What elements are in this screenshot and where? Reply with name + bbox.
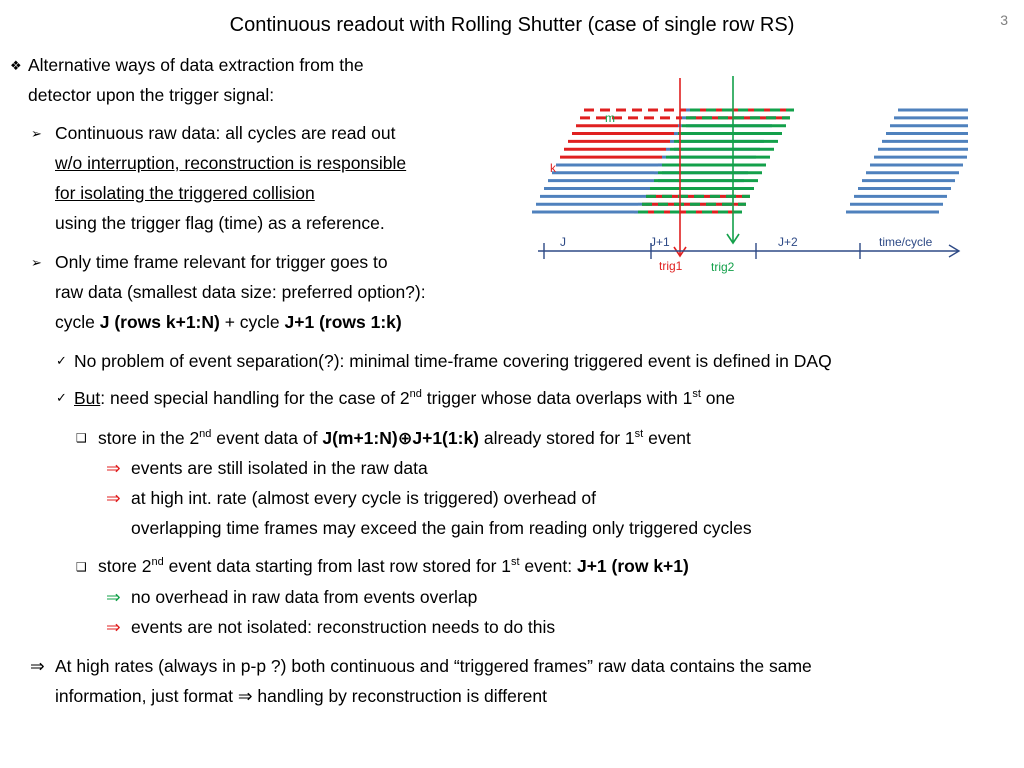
- option2-line: store 2nd event data starting from last row stored for 1st event: J+1 (row k+1): [98, 556, 689, 576]
- option1-line: store in the 2nd event data of J(m+1:N)⊕J+1(1:k) already stored for 1st event: [98, 428, 691, 448]
- bullet2-line-2: raw data (smallest data size: preferred option?):: [55, 282, 426, 302]
- implies-icon: ⇒: [106, 458, 121, 478]
- rolling-shutter-diagram: [528, 70, 968, 280]
- row-bars: [532, 110, 968, 212]
- check-icon: ✓: [56, 390, 67, 405]
- diamond-bullet-icon: ❖: [10, 58, 22, 73]
- row-label-k: k: [550, 161, 556, 175]
- bullet1-line-3: for isolating the triggered collision: [55, 183, 315, 203]
- bullet2-line-1: Only time frame relevant for trigger goes to: [55, 252, 388, 272]
- intro-line-2: detector upon the trigger signal:: [28, 85, 275, 105]
- axis-label-j: J: [560, 235, 566, 249]
- implies-icon: ⇒: [106, 587, 121, 607]
- check-line-1: No problem of event separation(?): minimal time-frame covering triggered event is defined in DAQ: [74, 351, 832, 371]
- implies-icon: ⇒: [237, 686, 253, 706]
- axis-label-j1: J+1: [650, 235, 670, 249]
- option1-implication-2: at high int. rate (almost every cycle is triggered) overhead of: [131, 488, 596, 508]
- axis-label-time-cycle: time/cycle: [879, 235, 933, 249]
- implies-icon: ⇒: [30, 656, 45, 676]
- option1-implication-2-cont: overlapping time frames may exceed the gain from reading only triggered cycles: [131, 518, 752, 538]
- option2-implication-1: no overhead in raw data from events overlap: [131, 587, 478, 607]
- implies-icon: ⇒: [106, 488, 121, 508]
- row-label-m: m: [605, 111, 615, 125]
- check-icon: ✓: [56, 353, 67, 368]
- axis-label-j2: J+2: [778, 235, 798, 249]
- option2-implication-2: events are not isolated: reconstruction needs to do this: [131, 617, 556, 637]
- slide-title: Continuous readout with Rolling Shutter (case of single row RS): [229, 14, 795, 36]
- check-line-2: But: need special handling for the case of 2nd trigger whose data overlaps with 1st one: [74, 388, 735, 408]
- conclusion-line-2: information, just format ⇒ handling by reconstruction is different: [55, 686, 547, 706]
- implies-icon: ⇒: [106, 617, 121, 637]
- slide-number: 3: [1000, 12, 1008, 28]
- option1-implication-1: events are still isolated in the raw data: [131, 458, 428, 478]
- trig1-label: trig1: [659, 259, 683, 273]
- bullet1-line-1: Continuous raw data: all cycles are read out: [55, 123, 396, 143]
- trig2-label: trig2: [711, 260, 735, 274]
- bullet1-line-4: using the trigger flag (time) as a reference.: [55, 213, 385, 233]
- arrow-bullet-icon: ➢: [31, 126, 42, 141]
- arrow-bullet-icon: ➢: [31, 255, 42, 270]
- intro-line-1: Alternative ways of data extraction from the: [28, 55, 364, 75]
- conclusion-line-1: At high rates (always in p-p ?) both continuous and “triggered frames” raw data contains the same: [55, 656, 812, 676]
- square-bullet-icon: ❑: [76, 560, 87, 574]
- bullet1-line-2: w/o interruption, reconstruction is responsible: [55, 153, 407, 173]
- square-bullet-icon: ❑: [76, 431, 87, 445]
- bullet2-line-3: cycle J (rows k+1:N) + cycle J+1 (rows 1:k): [55, 312, 402, 332]
